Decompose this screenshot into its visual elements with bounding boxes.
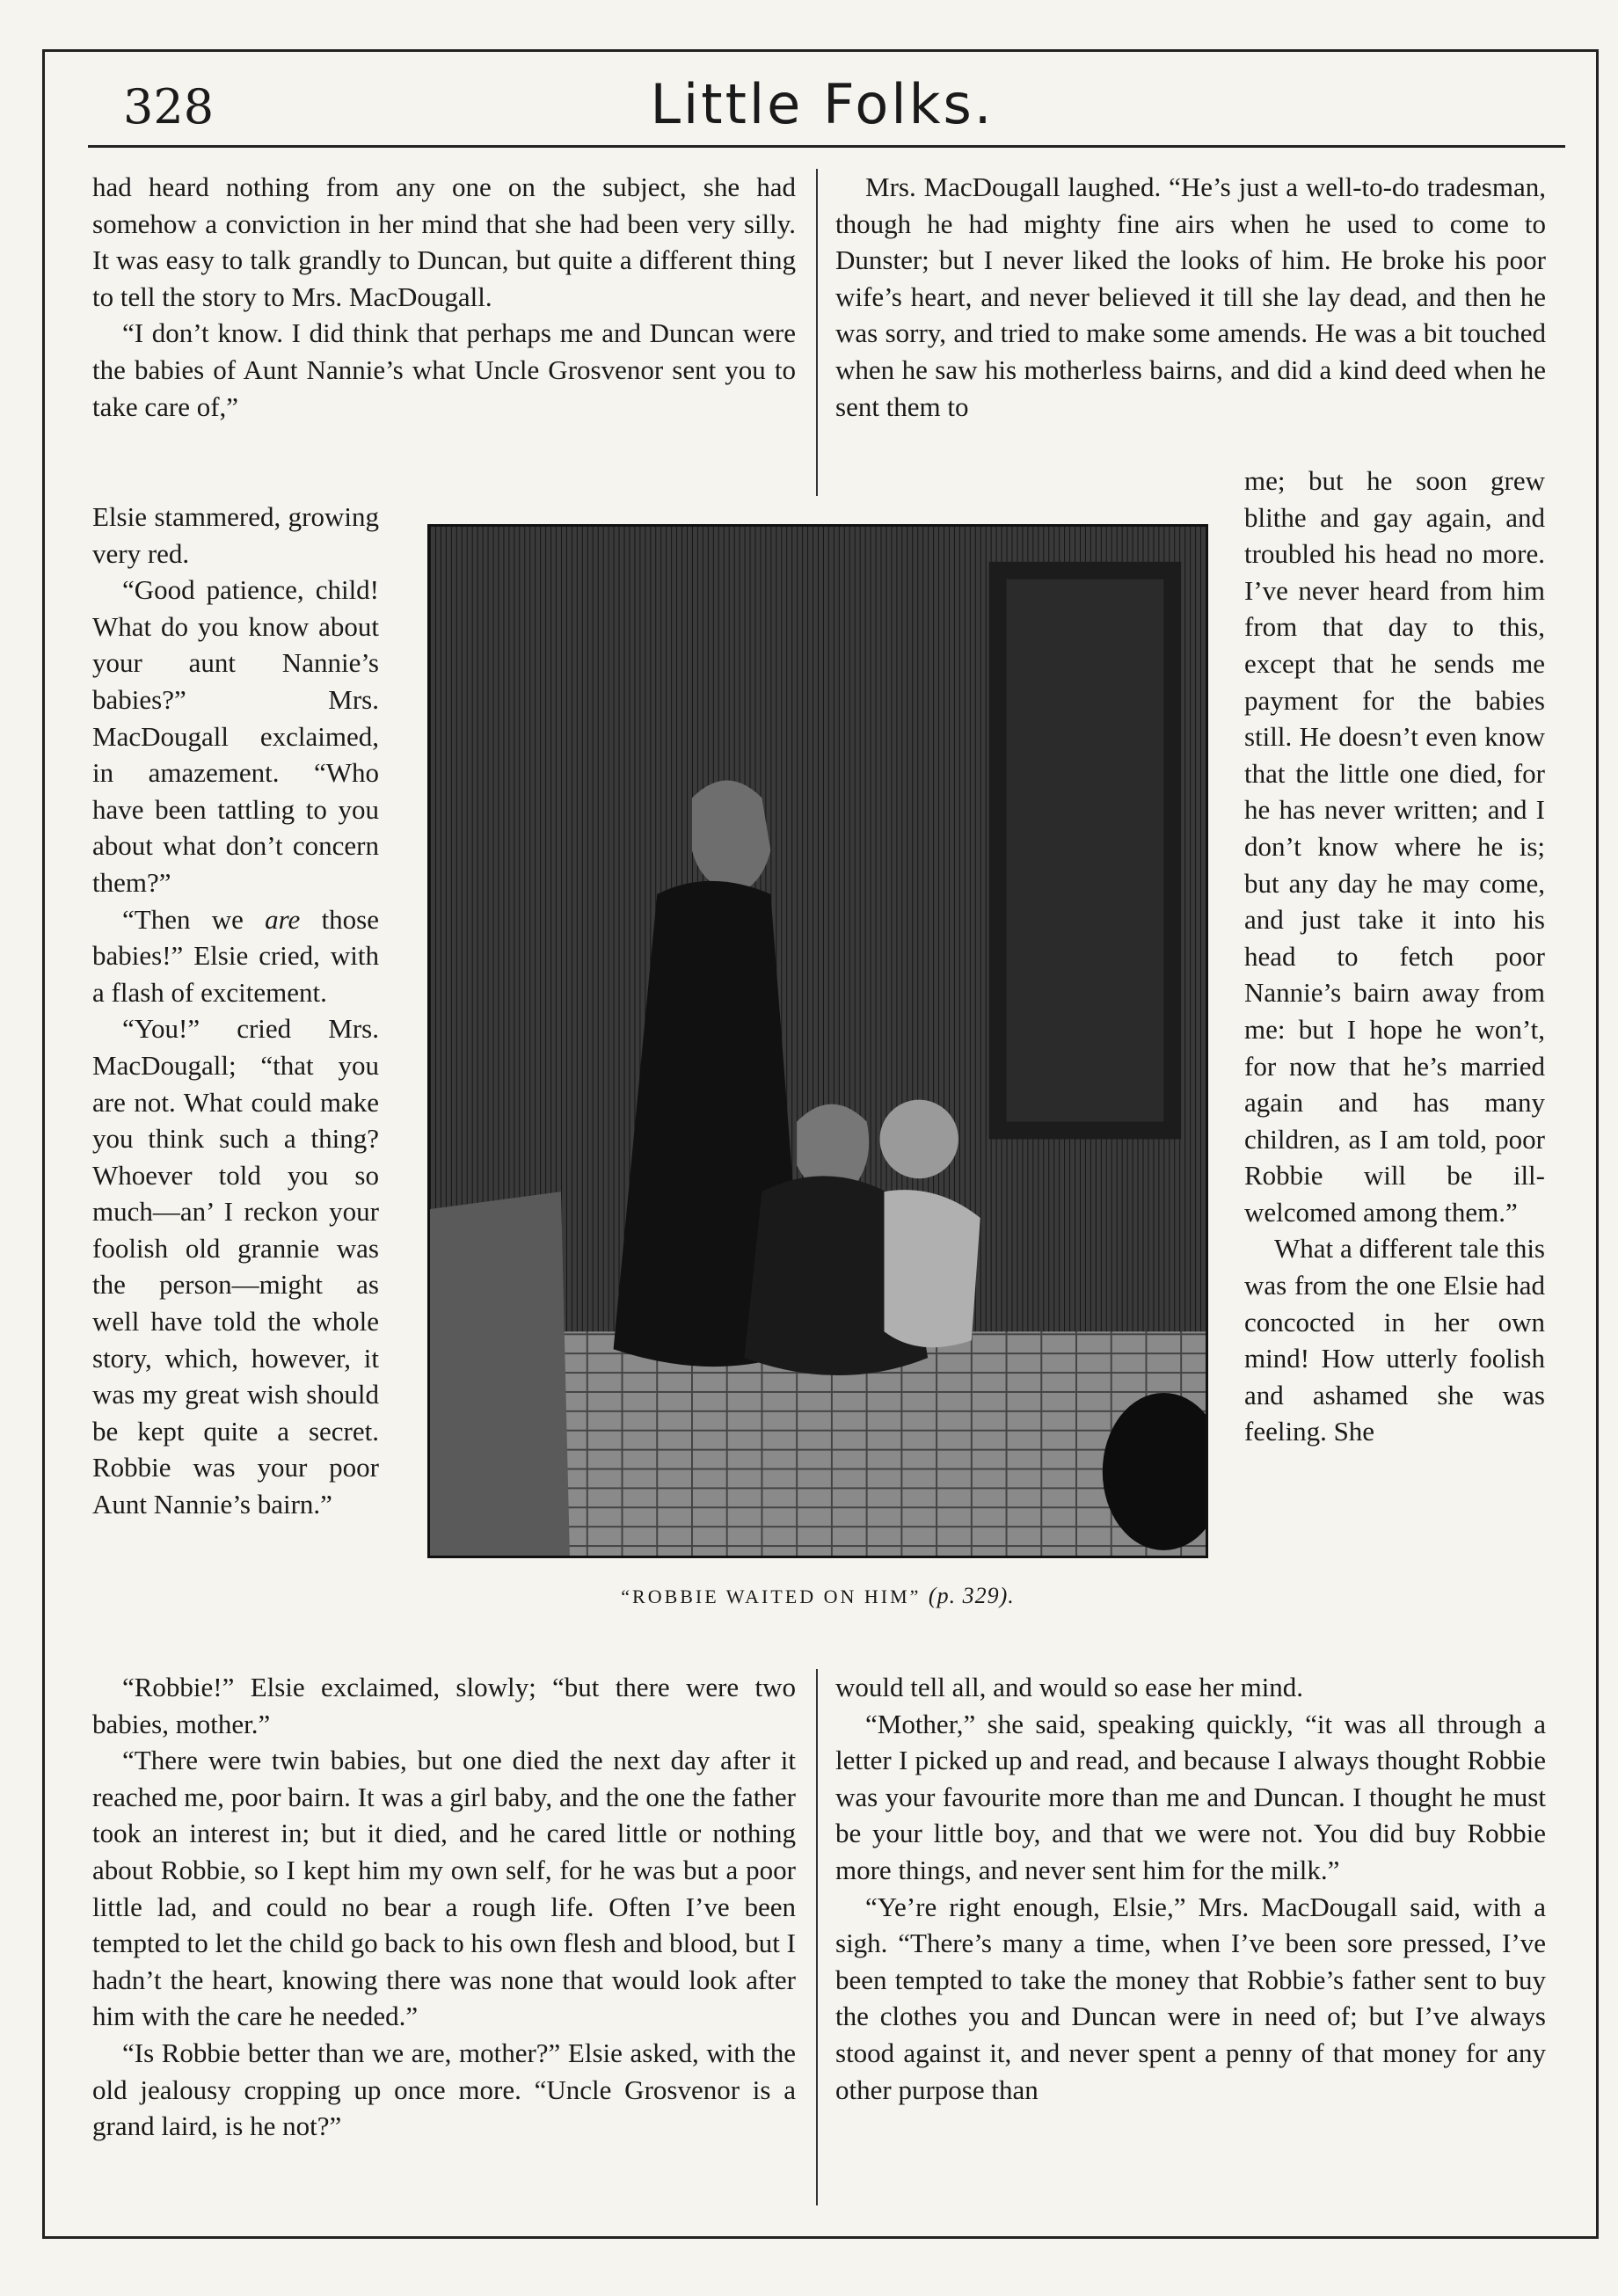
paragraph [92, 901, 379, 1011]
right-column-narrow [1244, 463, 1545, 1450]
caption-page-ref: (p. 329). [928, 1583, 1015, 1608]
paragraph: “There were twin babies, but one died the next day after it reached me, poor bairn. It was a girl baby, and the one the father took an interest in; but it died, and he cared little or nothing about Robbie, so I kept him my own self, for he was but a poor little lad, and could no bear a rough life. Often I’ve been tempted to let the child go back to his own flesh and blood, but I hadn’t the heart, knowing there was none that would look after him with the care he needed.” [92, 1745, 796, 2032]
header-rule [88, 145, 1565, 148]
page-number: 328 [123, 79, 215, 135]
paragraph: What a different tale this was from the one Elsie had concocted in her own mind! How utterly foolish and ashamed she was feeling. She [1244, 1233, 1545, 1447]
paragraph: “You!” cried Mrs. MacDougall; “that you are not. What could make you think such a thing? Whoever told you so much—an’ I reckon your foolish old grannie was the person—might as well have told the whole story, which, however, it was my great wish should be kept quite a secret. Robbie was your poor Aunt Nannie’s bairn.” [92, 1013, 379, 1520]
paragraph: “I don’t know. I did think that perhaps me and Duncan were the babies of Aunt Nannie’s what Uncle Grosvenor sent you to take care of,” [92, 317, 796, 422]
left-column-bottom [92, 1669, 796, 2145]
paragraph: “Is Robbie better than we are, mother?” Elsie asked, with the old jealousy cropping up once more. “Uncle Grosvenor is a grand laird, is he not?” [92, 2037, 796, 2142]
illustration-drawing [430, 527, 1206, 1556]
left-column-narrow [92, 499, 379, 1523]
text-run: “Then we [122, 903, 266, 935]
right-column-bottom [835, 1669, 1546, 2108]
paragraph: “Robbie!” Elsie exclaimed, slowly; “but there were two babies, mother.” [92, 1672, 796, 1739]
column-divider-top [816, 169, 818, 496]
paragraph: Mrs. MacDougall laughed. “He’s just a well-to-do tradesman, though he had mighty fine airs when he used to come to Dunster; but I never liked the looks of him. He broke his poor wife’s heart, and never believed it till she lay dead, and then he was sorry, and tried to make some amends. He was a bit touched when he saw his motherless bairns, and did a kind deed when he sent them to [835, 171, 1546, 422]
text-run: those babies!” Elsie cried, with a flash of excitement. [92, 903, 380, 1008]
left-column-top [92, 169, 796, 425]
paragraph: had heard nothing from any one on the subject, she had somehow a conviction in her mind that she had been very silly. It was easy to talk grandly to Duncan, but quite a different thing to tell the story to Mrs. MacDougall. [92, 171, 796, 312]
paragraph: Elsie stammered, growing very red. [92, 501, 379, 569]
caption-text: “ROBBIE WAITED ON HIM” [621, 1585, 922, 1607]
column-divider-bottom [816, 1669, 818, 2205]
paragraph: “Mother,” she said, speaking quickly, “it was all through a letter I picked up and read, and because I always thought Robbie was your favourite more than me and Duncan. I thought he must be your little boy, and that we were not. You did buy Robbie more things, and never sent him for the milk.” [835, 1708, 1546, 1885]
paragraph: would tell all, and would so ease her mind. [835, 1672, 1304, 1702]
engraving-illustration [427, 524, 1208, 1558]
running-title: Little Folks. [650, 72, 995, 136]
emphasis: are [265, 903, 301, 935]
paragraph: “Good patience, child! What do you know about your aunt Nannie’s babies?” Mrs. MacDougall exclaimed, in amazement. “Who have been tattling to you about what don’t concern them?” [92, 574, 379, 898]
illustration-caption [427, 1583, 1208, 1609]
paragraph: “Ye’re right enough, Elsie,” Mrs. MacDougall said, with a sigh. “There’s many a time, when I’ve been sore pressed, I’ve been tempted to take the money that Robbie’s father sent to buy the clothes you and Duncan were in need of; but I’ve always stood against it, and never spent a penny of that money for any other purpose than [835, 1891, 1546, 2105]
paragraph: me; but he soon grew blithe and gay again, and troubled his head no more. I’ve never heard from him from that day to this, except that he sends me payment for the babies still. He doesn’t even know that the little one died, for he has never written; and I don’t know where he is; but any day he may come, and just take it into his head to fetch poor Nannie’s bairn away from me: but I hope he won’t, for now that he’s married again and has many children, as I am told, poor Robbie will be ill-welcomed among them.” [1244, 465, 1545, 1228]
right-column-top [835, 169, 1546, 425]
page-header [88, 72, 1556, 151]
